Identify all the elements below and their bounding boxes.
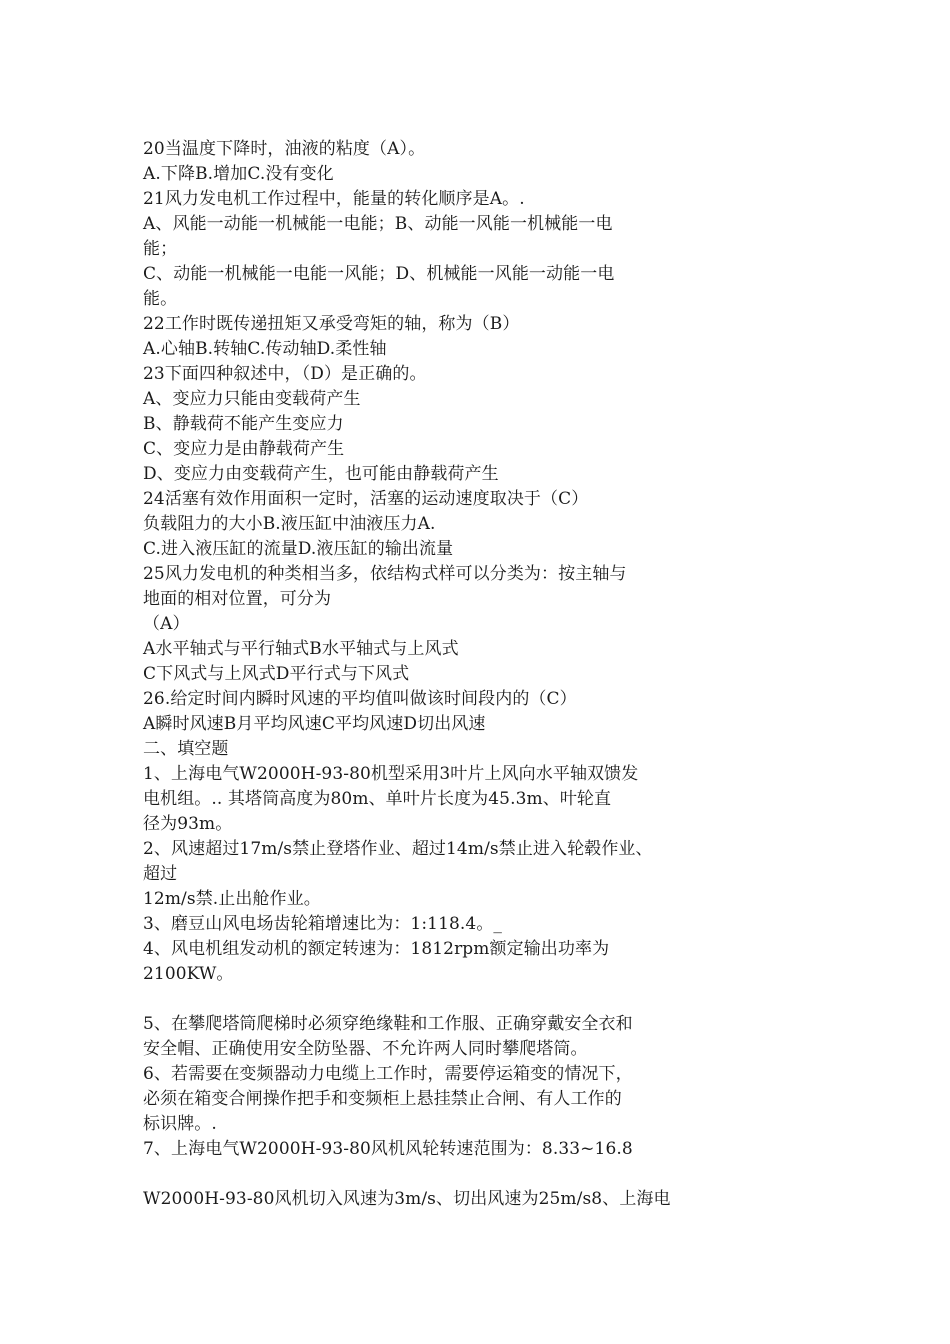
- text-line: 3、磨豆山风电场齿轮箱增速比为：1:118.4。_: [143, 914, 503, 934]
- text-line: 径为93m。: [143, 814, 233, 834]
- text-line: 20当温度下降时，油液的粘度（A）。: [143, 139, 426, 159]
- text-line: 22工作时既传递扭矩又承受弯矩的轴，称为（B）: [143, 314, 520, 334]
- text-line: 5、在攀爬塔筒爬梯时必须穿绝缘鞋和工作服、正确穿戴安全衣和: [143, 1014, 633, 1034]
- text-line: 2、风速超过17m/s禁止登塔作业、超过14m/s禁止进入轮毂作业、: [143, 839, 653, 859]
- text-line: 能。: [143, 289, 178, 309]
- text-line: A、风能一动能一机械能一电能；B、动能一风能一机械能一电: [143, 214, 613, 234]
- text-line: 6、若需要在变频器动力电缆上工作时，需要停运箱变的情况下，: [143, 1064, 633, 1084]
- text-line: 地面的相对位置，可分为: [143, 589, 332, 609]
- text-line: 标识牌。.: [143, 1114, 217, 1134]
- text-line: A、变应力只能由变载荷产生: [143, 389, 361, 409]
- text-line: （A）: [143, 614, 190, 634]
- text-line: A.心轴B.转轴C.传动轴D.柔性轴: [143, 339, 387, 359]
- text-line: 25风力发电机的种类相当多，依结构式样可以分类为：按主轴与: [143, 564, 627, 584]
- text-line: 23下面四种叙述中，（D）是正确的。: [143, 364, 427, 384]
- text-line: 1、上海电气W2000H-93-80机型采用3叶片上风向水平轴双馈发: [143, 764, 639, 784]
- text-line: W2000H-93-80风机切入风速为3m/s、切出风速为25m/s8、上海电: [143, 1189, 671, 1209]
- text-line: 电机组。.. 其塔筒高度为80m、单叶片长度为45.3m、叶轮直: [143, 789, 612, 809]
- text-line: C、动能一机械能一电能一风能；D、机械能一风能一动能一电: [143, 264, 615, 284]
- text-line: C.进入液压缸的流量D.液压缸的输出流量: [143, 539, 454, 559]
- text-line: 超过: [143, 864, 178, 884]
- text-line: A.下降B.增加C.没有变化: [143, 164, 334, 184]
- text-line: B、静载荷不能产生变应力: [143, 414, 344, 434]
- text-line: 2100KW。: [143, 964, 234, 984]
- text-line: 26.给定时间内瞬时风速的平均值叫做该时间段内的（C）: [143, 689, 577, 709]
- text-line: 12m/s禁.止出舱作业。: [143, 889, 321, 909]
- text-line: D、变应力由变载荷产生，也可能由静载荷产生: [143, 464, 499, 484]
- section-heading: 二、填空题: [143, 739, 229, 759]
- text-line: 安全帽、正确使用安全防坠器、不允许两人同时攀爬塔筒。: [143, 1039, 588, 1059]
- text-line: 能；: [143, 239, 178, 259]
- text-line: 必须在箱变合闸操作把手和变频柜上悬挂禁止合闸、有人工作的: [143, 1089, 622, 1109]
- text-line: C、变应力是由静载荷产生: [143, 439, 345, 459]
- text-line: 21风力发电机工作过程中，能量的转化顺序是A。.: [143, 189, 525, 209]
- text-line: 负载阻力的大小B.液压缸中油液压力A.: [143, 514, 436, 534]
- text-line: 7、上海电气W2000H-93-80风机风轮转速范围为：8.33~16.8: [143, 1139, 633, 1159]
- text-line: 24活塞有效作用面积一定时，活塞的运动速度取决于（C）: [143, 489, 589, 509]
- text-line: A瞬时风速B月平均风速C平均风速D切出风速: [143, 714, 486, 734]
- text-line: A水平轴式与平行轴式B水平轴式与上风式: [143, 639, 459, 659]
- text-line: 4、风电机组发动机的额定转速为：1812rpm额定输出功率为: [143, 939, 610, 959]
- text-line: C下风式与上风式D平行式与下风式: [143, 664, 410, 684]
